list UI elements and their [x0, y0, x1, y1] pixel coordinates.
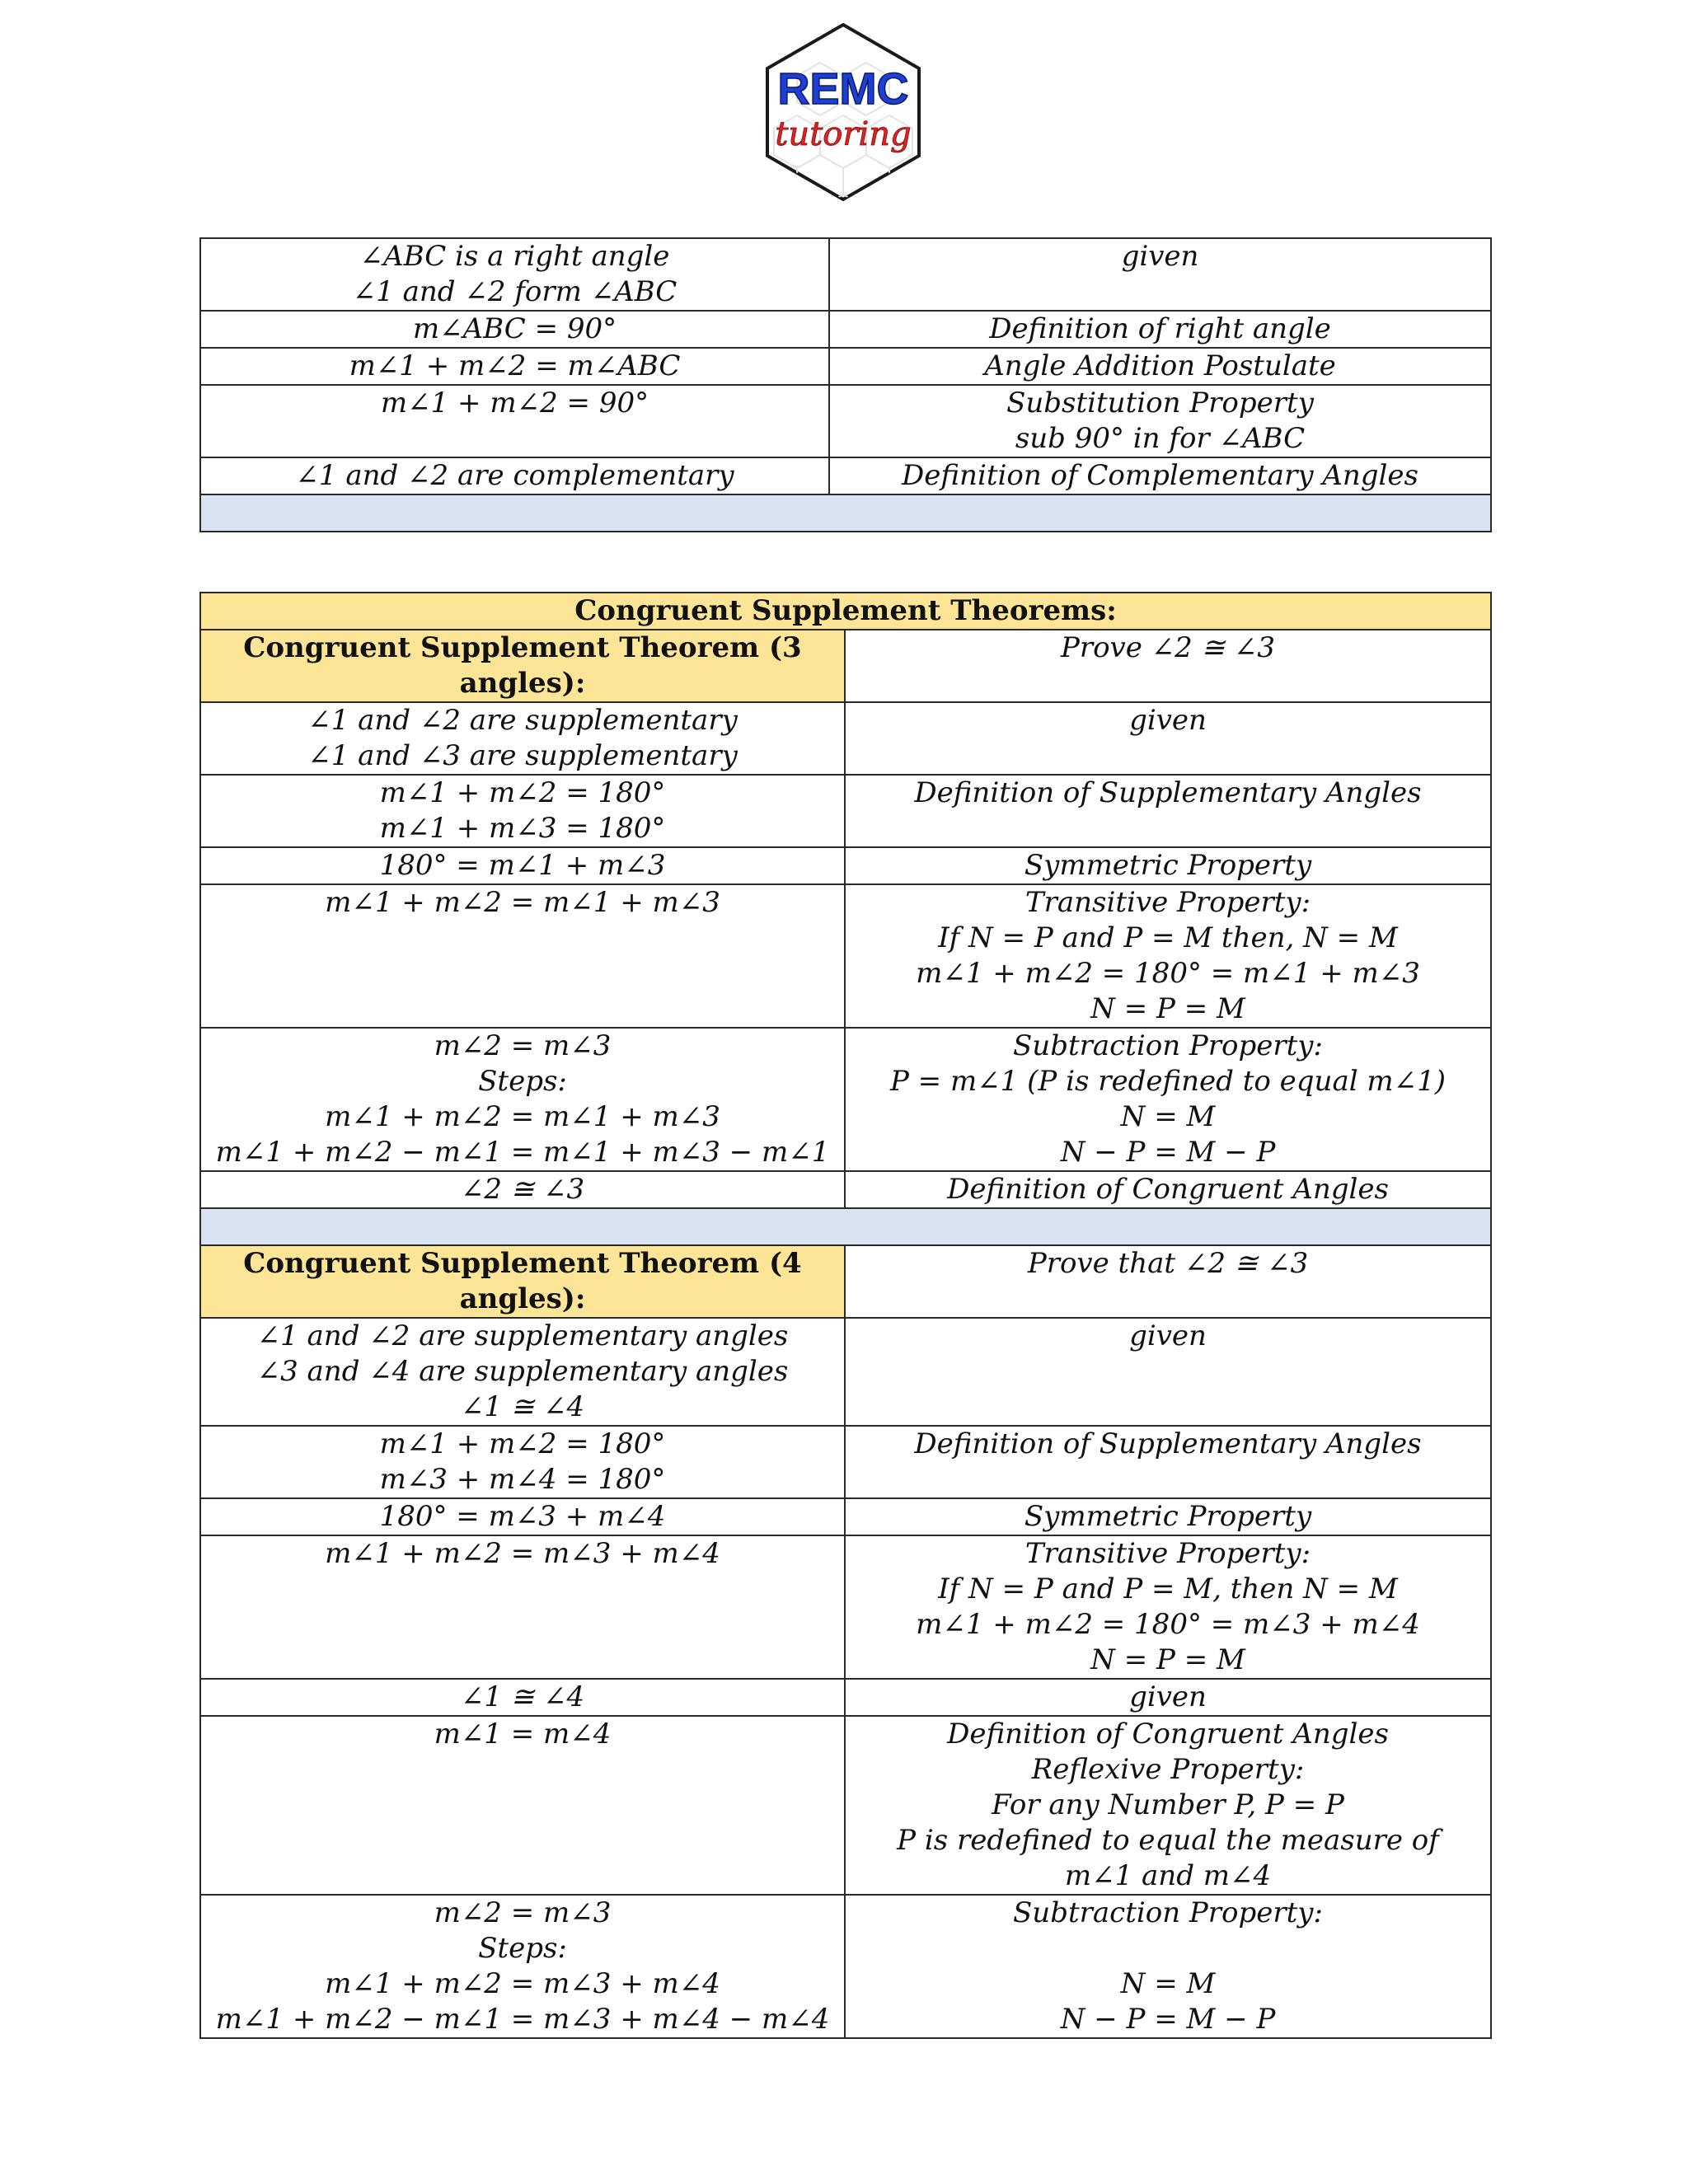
logo-tutoring-text: tutoring: [775, 115, 912, 153]
section-1-prove: Prove ∠2 ≅ ∠3: [845, 630, 1491, 702]
reason-cell: given: [845, 1679, 1491, 1716]
reason-cell: Transitive Property: If N = P and P = M then, N = M m∠1 + m∠2 = 180° = m∠1 + m∠3 N = P = M: [845, 884, 1491, 1028]
reason-cell: Angle Addition Postulate: [829, 348, 1491, 385]
table-row: [200, 847, 1491, 884]
table-row: [200, 1498, 1491, 1535]
statement-cell: ∠1 and ∠2 are complementary: [200, 457, 829, 494]
reason-cell: given: [829, 238, 1491, 311]
statement-cell: ∠1 and ∠2 are supplementary angles ∠3 and ∠4 are supplementary angles ∠1 ≅ ∠4: [200, 1318, 845, 1426]
remc-tutoring-logo: [762, 21, 924, 203]
statement-cell: ∠2 ≅ ∠3: [200, 1171, 845, 1208]
table-row: [200, 238, 1491, 311]
statement-cell: m∠1 + m∠2 = 180° m∠1 + m∠3 = 180°: [200, 775, 845, 847]
table-row: [200, 1171, 1491, 1208]
statement-cell: ∠ABC is a right angle ∠1 and ∠2 form ∠ABC: [200, 238, 829, 311]
title-row: [200, 593, 1491, 630]
table-row: [200, 385, 1491, 457]
statement-cell: ∠1 ≅ ∠4: [200, 1679, 845, 1716]
table-row: [200, 1679, 1491, 1716]
logo-remc-text: REMC: [777, 64, 909, 114]
table-title: Congruent Supplement Theorems:: [200, 593, 1491, 630]
table-row: [200, 1028, 1491, 1171]
reason-cell: Symmetric Property: [845, 847, 1491, 884]
statement-cell: m∠1 + m∠2 = m∠1 + m∠3: [200, 884, 845, 1028]
statement-cell: m∠2 = m∠3 Steps: m∠1 + m∠2 = m∠3 + m∠4 m∠1 + m∠2 − m∠1 = m∠3 + m∠4 − m∠4: [200, 1895, 845, 2038]
spacer-row: [200, 1208, 1491, 1245]
table-row: [200, 348, 1491, 385]
reason-cell: Symmetric Property: [845, 1498, 1491, 1535]
section-heading-row: [200, 630, 1491, 702]
reason-cell: Definition of Congruent Angles Reflexive Property: For any Number P, P = P P is redefined to equal the measure of m∠1 and m∠4: [845, 1716, 1491, 1895]
table-row: [200, 1716, 1491, 1895]
complement-proof-table: [199, 237, 1492, 532]
table-row: [200, 1895, 1491, 2038]
reason-cell: Subtraction Property: N = M N − P = M − P: [845, 1895, 1491, 2038]
reason-cell: given: [845, 702, 1491, 775]
statement-cell: m∠ABC = 90°: [200, 311, 829, 348]
statement-cell: 180° = m∠1 + m∠3: [200, 847, 845, 884]
statement-cell: m∠1 + m∠2 = 180° m∠3 + m∠4 = 180°: [200, 1426, 845, 1498]
statement-cell: 180° = m∠3 + m∠4: [200, 1498, 845, 1535]
reason-cell: given: [845, 1318, 1491, 1426]
spacer-row: [200, 494, 1491, 532]
section-2-prove: Prove that ∠2 ≅ ∠3: [845, 1245, 1491, 1318]
reason-cell: Definition of Congruent Angles: [845, 1171, 1491, 1208]
table-row: [200, 457, 1491, 494]
statement-cell: m∠1 + m∠2 = 90°: [200, 385, 829, 457]
table-row: [200, 1535, 1491, 1679]
reason-cell: Transitive Property: If N = P and P = M, then N = M m∠1 + m∠2 = 180° = m∠3 + m∠4 N = P = M: [845, 1535, 1491, 1679]
section-1-heading: Congruent Supplement Theorem (3 angles):: [200, 630, 845, 702]
reason-cell: Substitution Property sub 90° in for ∠ABC: [829, 385, 1491, 457]
table-row: [200, 702, 1491, 775]
statement-cell: m∠1 + m∠2 = m∠3 + m∠4: [200, 1535, 845, 1679]
spacer-cell: [200, 1208, 1491, 1245]
table-row: [200, 775, 1491, 847]
section-2-heading: Congruent Supplement Theorem (4 angles):: [200, 1245, 845, 1318]
reason-cell: Definition of Supplementary Angles: [845, 1426, 1491, 1498]
reason-cell: Definition of Complementary Angles: [829, 457, 1491, 494]
table-row: [200, 884, 1491, 1028]
spacer-cell: [200, 494, 1491, 532]
reason-cell: Definition of Supplementary Angles: [845, 775, 1491, 847]
table-row: [200, 1318, 1491, 1426]
statement-cell: ∠1 and ∠2 are supplementary ∠1 and ∠3 are supplementary: [200, 702, 845, 775]
statement-cell: m∠1 + m∠2 = m∠ABC: [200, 348, 829, 385]
reason-cell: Subtraction Property: P = m∠1 (P is redefined to equal m∠1) N = M N − P = M − P: [845, 1028, 1491, 1171]
table-row: [200, 1426, 1491, 1498]
reason-cell: Definition of right angle: [829, 311, 1491, 348]
statement-cell: m∠2 = m∠3 Steps: m∠1 + m∠2 = m∠1 + m∠3 m∠1 + m∠2 − m∠1 = m∠1 + m∠3 − m∠1: [200, 1028, 845, 1171]
section-heading-row: [200, 1245, 1491, 1318]
congruent-supplement-table: [199, 592, 1492, 2039]
statement-cell: m∠1 = m∠4: [200, 1716, 845, 1895]
table-row: [200, 311, 1491, 348]
